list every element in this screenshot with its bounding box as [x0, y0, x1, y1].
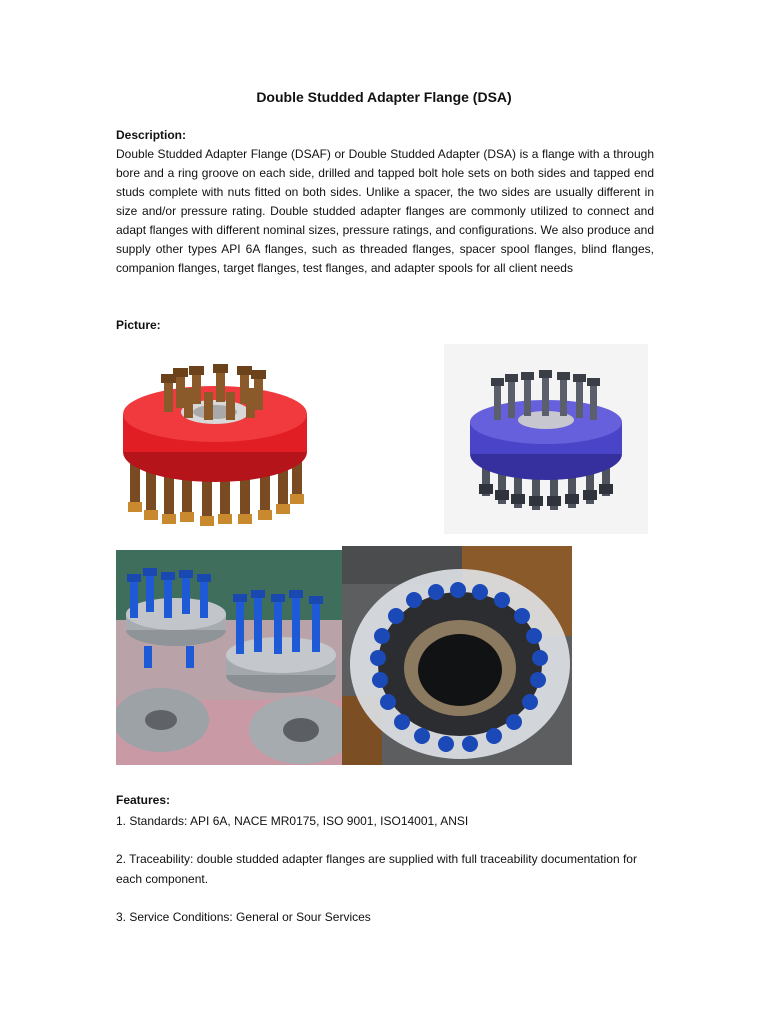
feature-item-service-conditions: 3. Service Conditions: General or Sour Services: [116, 910, 371, 924]
workshop-flanges-photo: [116, 550, 342, 765]
description-label: Description:: [116, 128, 187, 142]
feature-item-traceability: 2. Traceability: double studded adapter flanges are supplied with full traceability documentation for each component.: [116, 852, 637, 886]
description-text: Double Studded Adapter Flange (DSAF) or Double Studded Adapter (DSA) is a flange with a through bore and a ring groove on each side, drilled and tapped bolt hole sets on both sides and tapped end studs complete with nuts fitted on both sides. Unlike a spacer, the two sides are usually different in size and/or pressure rating. Double studded adapter flanges are commonly utilized to connect and adapt flanges with different nominal sizes, pressure ratings, and configurations. We also produce and supply other types API 6A flanges, such as threaded flanges, spacer spool flanges, blind flanges, companion flanges, target flanges, test flanges, and adapter spools for all client needs: [116, 147, 654, 275]
features-label: Features:: [116, 793, 171, 807]
crated-flange-photo: [342, 546, 572, 765]
blue-flange-image: [444, 344, 648, 534]
feature-item-standards: 1. Standards: API 6A, NACE MR0175, ISO 9001, ISO14001, ANSI: [116, 814, 469, 828]
picture-label: Picture:: [116, 318, 161, 332]
page-title: Double Studded Adapter Flange (DSA): [256, 89, 512, 105]
red-flange-image: [116, 352, 314, 534]
